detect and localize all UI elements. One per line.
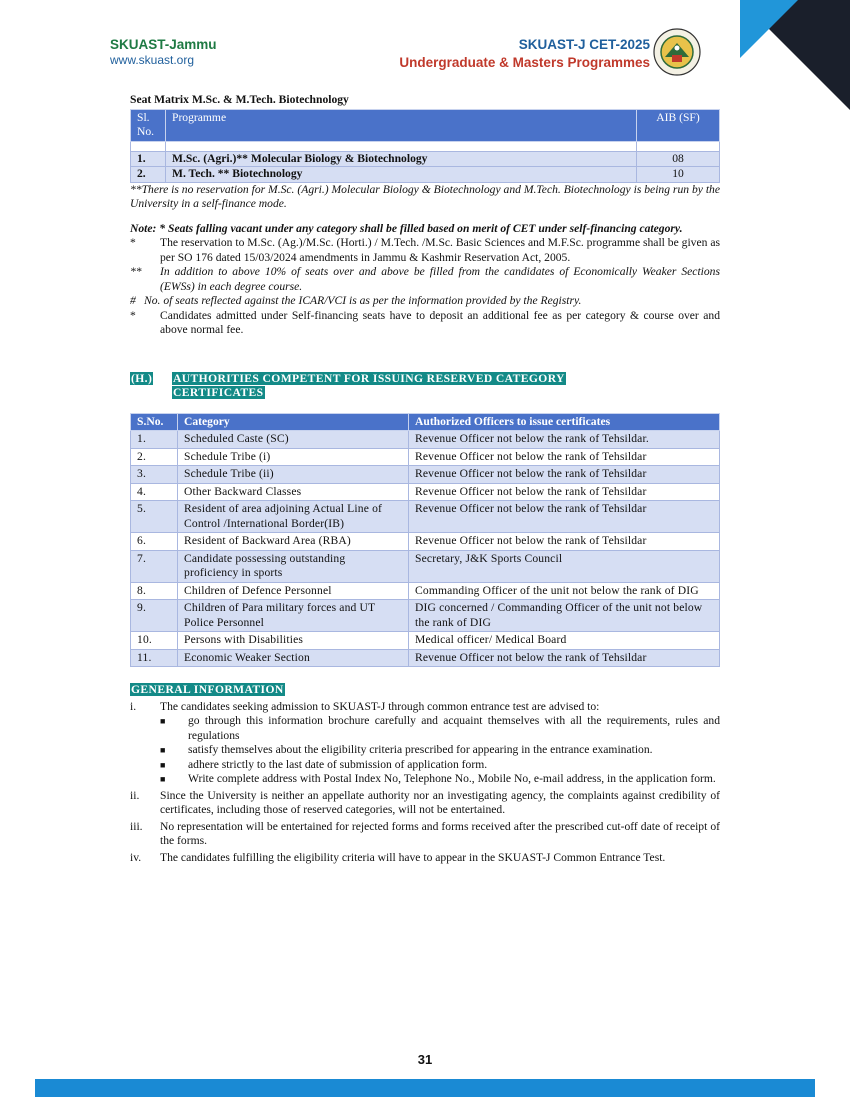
exam-title: SKUAST-J CET-2025	[518, 37, 650, 52]
certificate-authorities-table	[130, 413, 720, 668]
university-seal-icon	[652, 27, 702, 77]
website-link[interactable]: www.skuast.org	[110, 53, 195, 67]
cell-officer: Revenue Officer not below the rank of Tehsildar	[409, 448, 720, 466]
sub-list-item	[160, 758, 720, 773]
table-row	[131, 632, 720, 650]
header-right	[399, 37, 650, 70]
seat-matrix-footnote: **There is no reservation for M.Sc. (Agri.) Molecular Biology & Biotechnology and M.Tech. Biotechnology is being run by the University in a self-finance mode.	[130, 182, 720, 210]
cell-officer: Revenue Officer not below the rank of Tehsildar.	[409, 431, 720, 449]
cell-officer: Revenue Officer not below the rank of Tehsildar	[409, 501, 720, 533]
cell-sno: 8.	[131, 582, 178, 600]
sub-list-item	[160, 772, 720, 787]
cell-category: Economic Weaker Section	[178, 649, 409, 667]
list-item	[130, 851, 720, 866]
cell-category: Children of Defence Personnel	[178, 582, 409, 600]
cell-sno: 7.	[131, 550, 178, 582]
cell-sno: 3.	[131, 466, 178, 484]
table-row	[131, 582, 720, 600]
list-marker: iv.	[130, 850, 142, 864]
cell-category: Other Backward Classes	[178, 483, 409, 501]
cell-officer: Revenue Officer not below the rank of Tehsildar	[409, 649, 720, 667]
row-sl: 1.	[131, 151, 166, 167]
org-name: SKUAST-Jammu	[110, 37, 217, 52]
list-text: No representation will be entertained for rejected forms and forms received after the prescribed cut-off date of receipt of the forms.	[160, 819, 720, 847]
note-item	[130, 265, 720, 294]
seat-matrix-table	[130, 109, 720, 183]
cell-sno: 9.	[131, 600, 178, 632]
cell-officer: Commanding Officer of the unit not below the rank of DIG	[409, 582, 720, 600]
cell-category: Resident of area adjoining Actual Line of Control /International Border(IB)	[178, 501, 409, 533]
sub-list-item	[160, 743, 720, 758]
cell-officer: Medical officer/ Medical Board	[409, 632, 720, 650]
table-row	[131, 448, 720, 466]
note-item	[130, 294, 720, 309]
col-officer: Authorized Officers to issue certificates	[409, 413, 720, 431]
general-info-heading	[130, 683, 720, 698]
cell-category: Schedule Tribe (ii)	[178, 466, 409, 484]
table-row	[131, 466, 720, 484]
row-sl: 2.	[131, 167, 166, 183]
table-header-row	[131, 109, 720, 141]
note-text: The reservation to M.Sc. (Ag.)/M.Sc. (Horti.) / M.Tech. /M.Sc. Basic Sciences and M.F.Sc. programme shall be given as per SO 176 dated 15/03/2024 amendments in Jammu & Kashmir Reservation Act, 2005.	[160, 236, 720, 264]
table-header-row	[131, 413, 720, 431]
cell-officer: Secretary, J&K Sports Council	[409, 550, 720, 582]
page-content	[130, 93, 720, 865]
table-row	[131, 501, 720, 533]
section-h-number: (H.)	[131, 371, 153, 385]
table-row	[131, 167, 720, 183]
sub-list-text: Write complete address with Postal Index No, Telephone No., Mobile No, e-mail address, in the application form.	[188, 772, 716, 785]
note-text: In addition to above 10% of seats over and above be filled from the candidates of Economically Weaker Sections (EWSs) in each degree course.	[160, 265, 720, 293]
cell-category: Scheduled Caste (SC)	[178, 431, 409, 449]
cell-category: Schedule Tribe (i)	[178, 448, 409, 466]
cell-sno: 1.	[131, 431, 178, 449]
list-item	[130, 789, 720, 818]
programmes-title: Undergraduate & Masters Programmes	[399, 55, 650, 70]
cell-category: Persons with Disabilities	[178, 632, 409, 650]
sub-list-text: adhere strictly to the last date of submission of application form.	[188, 757, 488, 771]
section-h-heading	[130, 372, 720, 401]
header-left	[110, 37, 217, 67]
row-aib: 08	[637, 151, 720, 167]
table-row	[131, 550, 720, 582]
note-marker: **	[130, 265, 142, 278]
footer-bar	[35, 1079, 815, 1097]
list-item	[130, 820, 720, 849]
square-bullet-icon: ■	[160, 759, 166, 770]
note-main: Note: * Seats falling vacant under any category shall be filled based on merit of CET under self-financing category.	[130, 221, 683, 235]
table-row	[131, 533, 720, 551]
col-aib: AIB (SF)	[637, 109, 720, 141]
cell-officer: Revenue Officer not below the rank of Tehsildar	[409, 466, 720, 484]
general-info-title: GENERAL INFORMATION	[131, 683, 284, 696]
list-text: Since the University is neither an appellate authority nor an investigating agency, the complaints against credibility of certificates, including those of reserved categories, will not be entertained.	[160, 788, 720, 816]
cell-officer: Revenue Officer not below the rank of Tehsildar	[409, 483, 720, 501]
note-text: No. of seats reflected against the ICAR/VCI is as per the information provided by the Registry.	[144, 294, 582, 307]
col-programme: Programme	[166, 109, 637, 141]
sub-list-text: go through this information brochure carefully and acquaint themselves with all the requirements, rules and regulations	[188, 714, 720, 742]
page-number: 31	[417, 1052, 433, 1067]
certificate-rows	[131, 431, 720, 667]
cell-sno: 6.	[131, 533, 178, 551]
cell-category: Children of Para military forces and UT Police Personnel	[178, 600, 409, 632]
sub-list-text: satisfy themselves about the eligibility criteria prescribed for appearing in the entrance examination.	[188, 743, 653, 756]
section-h-title: AUTHORITIES COMPETENT FOR ISSUING RESERVED CATEGORY CERTIFICATES	[173, 371, 565, 399]
seat-matrix-title: Seat Matrix M.Sc. & M.Tech. Biotechnology	[130, 93, 349, 106]
cell-officer: DIG concerned / Commanding Officer of the unit not below the rank of DIG	[409, 600, 720, 632]
table-row	[131, 151, 720, 167]
cell-sno: 11.	[131, 649, 178, 667]
cell-sno: 5.	[131, 501, 178, 533]
cell-category: Candidate possessing outstanding proficiency in sports	[178, 550, 409, 582]
sub-list-item	[160, 714, 720, 743]
square-bullet-icon: ■	[160, 745, 166, 755]
table-row	[131, 649, 720, 667]
col-category: Category	[178, 413, 409, 431]
list-marker: ii.	[130, 788, 140, 802]
cell-category: Resident of Backward Area (RBA)	[178, 533, 409, 551]
note-marker: *	[130, 236, 136, 249]
note-marker: #	[130, 294, 136, 307]
square-bullet-icon: ■	[160, 774, 166, 784]
note-item	[130, 236, 720, 265]
row-programme: M. Tech. ** Biotechnology	[166, 167, 637, 183]
list-text: The candidates fulfilling the eligibility criteria will have to appear in the SKUAST-J Common Entrance Test.	[160, 850, 666, 864]
note-marker: *	[130, 308, 136, 322]
general-info-list	[130, 700, 720, 866]
list-marker: i.	[130, 699, 137, 713]
square-bullet-icon: ■	[160, 716, 166, 726]
table-row	[131, 483, 720, 501]
cell-sno: 2.	[131, 448, 178, 466]
col-sl: Sl. No.	[131, 109, 166, 141]
col-sno: S.No.	[131, 413, 178, 431]
spacer-row	[131, 141, 720, 151]
list-text: The candidates seeking admission to SKUAST-J through common entrance test are advised to:	[160, 699, 600, 713]
table-row	[131, 600, 720, 632]
row-aib: 10	[637, 167, 720, 183]
list-item	[130, 700, 720, 715]
list-marker: iii.	[130, 819, 143, 833]
corner-triangle-decoration	[740, 0, 850, 110]
cell-officer: Revenue Officer not below the rank of Tehsildar	[409, 533, 720, 551]
row-programme: M.Sc. (Agri.)** Molecular Biology & Biotechnology	[166, 151, 637, 167]
note-text: Candidates admitted under Self-financing seats have to deposit an additional fee as per category & course over and above normal fee.	[160, 308, 720, 336]
table-row	[131, 431, 720, 449]
note-item	[130, 309, 720, 338]
cell-sno: 4.	[131, 483, 178, 501]
cell-sno: 10.	[131, 632, 178, 650]
